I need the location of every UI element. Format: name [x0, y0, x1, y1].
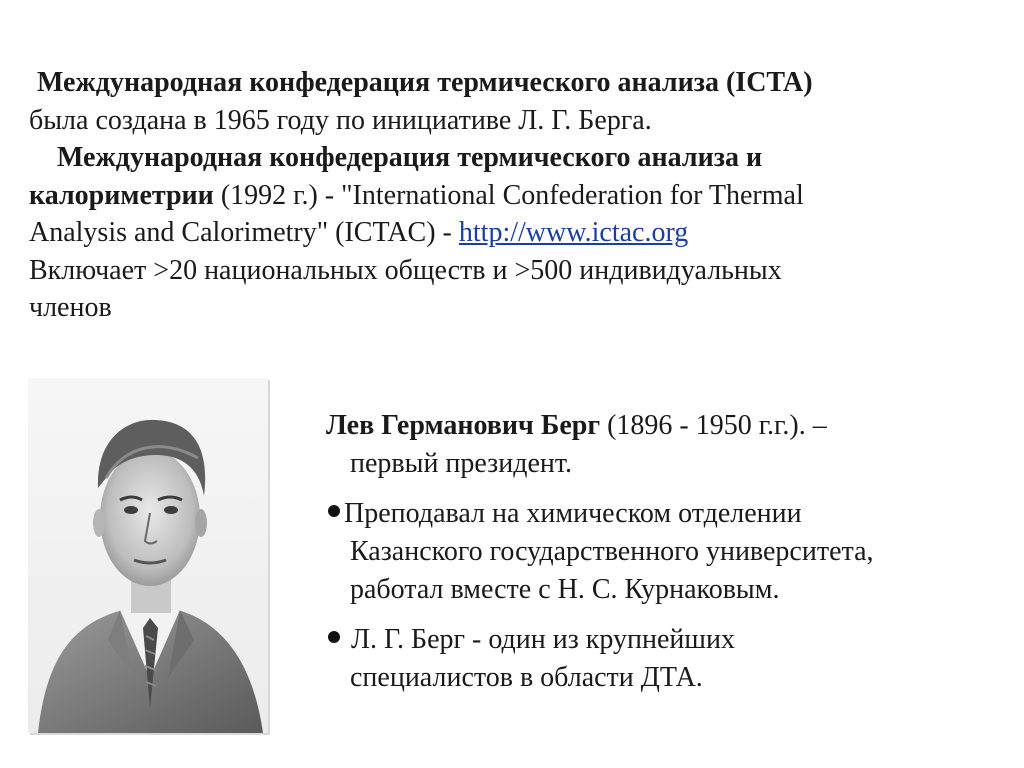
bio-name-line — [326, 407, 996, 445]
intro-line-3 — [29, 139, 989, 177]
intro-line-1 — [29, 64, 989, 102]
bio-bullet-2-line-1: Л. Г. Берг - один из крупнейших — [344, 624, 735, 655]
bio-bullet-1-line-3: работал вместе с Н. С. Курнаковым. — [350, 574, 780, 605]
bio-bullet-1-line-2: Казанского государственного университета, — [350, 536, 874, 567]
intro-line-2: была создана в 1965 году по инициативе Л. Г. Берга. — [29, 104, 652, 136]
icta-title: Международная конфедерация термического анализа (ICTA) — [37, 67, 813, 98]
intro-line-4 — [29, 177, 989, 215]
ictac-title-part2: калориметрии — [29, 179, 214, 211]
ictac-english-name: (1992 г.) - "International Confederation for Thermal — [213, 179, 804, 211]
bio-name: Лев Германович Берг — [326, 410, 601, 441]
intro-line-5 — [29, 214, 989, 252]
bio-bullet-1 — [326, 495, 996, 533]
ictac-title-part1: Международная конфедерация термического анализа и — [57, 142, 763, 173]
bio-bullet-2 — [326, 621, 996, 659]
intro-line-6: Включает >20 национальных обществ и >500 индивидуальных — [29, 254, 782, 286]
intro-line-7: членов — [29, 292, 112, 323]
ictac-website-link[interactable]: http://www.ictac.org — [458, 217, 689, 248]
bio-bullet-1-line-1: Преподавал на химическом отделении — [344, 498, 802, 529]
bullet-dot-icon — [328, 631, 340, 643]
bio-role: первый президент. — [350, 448, 573, 479]
bio-years: (1896 - 1950 г.г.). – — [600, 410, 827, 441]
bio-bullet-2-line-2: специалистов в области ДТА. — [350, 662, 703, 693]
berg-portrait-photo — [28, 378, 268, 733]
portrait-photo-icon — [28, 378, 268, 733]
bio-block — [326, 407, 996, 697]
ictac-english-name-cont: Analysis and Calorimetry" (ICTAC) - — [29, 217, 459, 248]
intro-paragraph — [29, 64, 989, 327]
bullet-dot-icon — [328, 505, 340, 517]
